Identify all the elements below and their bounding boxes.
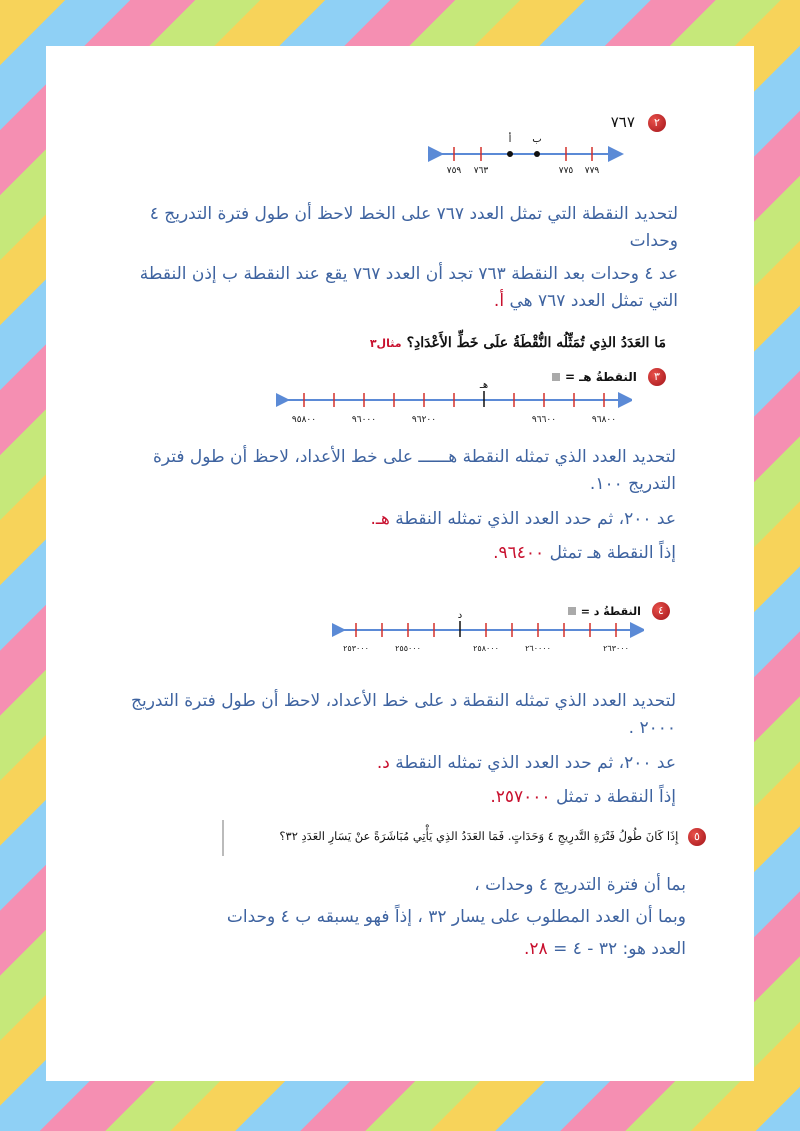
- q1-point-a: أ: [508, 134, 512, 145]
- q1-badge: ٢: [648, 114, 666, 132]
- q4-line-2: وبما أن العدد المطلوب على يسار ٣٢ ، إذاً فهو يسبقه ب ٤ وحدات: [226, 907, 686, 927]
- q1-point-b-dot: [534, 151, 540, 157]
- q4-question-row: [206, 828, 706, 846]
- example-title: مَا العَدَدُ الذِي تُمَثِّلُه النُّقْطَةُ علَى خَطِّ الأَعْدَادِ؟: [406, 335, 666, 351]
- q3-paragraph-2: [116, 750, 676, 777]
- q2-tick-label: ٩٦٢٠٠: [411, 415, 437, 425]
- q1-tick-label: ٧٦٣: [473, 166, 489, 176]
- q1-answer: أ.: [493, 291, 505, 311]
- q3-tick-label: ٢٦٠٠٠٠: [525, 644, 551, 653]
- q2-tick-label: ٩٦٠٠٠: [351, 415, 377, 425]
- q4-line-3-text: العدد هو: ٣٢ - ٤ =: [553, 939, 686, 959]
- example-heading: [106, 332, 666, 351]
- q3-label: النقطةُ د =: [580, 605, 641, 618]
- example-label: مثال٣: [369, 337, 402, 350]
- q2-tick-label: ٩٦٦٠٠: [531, 415, 557, 425]
- q1-tick-label: ٧٧٥: [558, 166, 574, 176]
- q2-paragraph-3: [116, 540, 676, 567]
- q2-answer-value: ٩٦٤٠٠.: [493, 543, 545, 563]
- q1-point-a-dot: [507, 151, 513, 157]
- q2-tick-label: ٩٥٨٠٠: [291, 415, 317, 425]
- q3-answer-point: د.: [376, 753, 390, 773]
- q3-paragraph-1: لتحديد العدد الذي تمثله النقطة د على خط الأعداد، لاحظ أن طول فترة التدريج ٢٠٠٠ .: [130, 691, 676, 738]
- q1-paragraph-2: [108, 261, 678, 315]
- q2-answer-point: هـ.: [370, 509, 390, 529]
- q3-tick-label: ٢٦٣٠٠٠: [603, 644, 629, 653]
- q1-paragraph-1: لتحديد النقطة التي تمثل العدد ٧٦٧ على الخط لاحظ أن طول فترة التدريج ٤ وحدات: [149, 204, 678, 251]
- q3-tick-label: ٢٥٥٠٠٠: [395, 644, 421, 653]
- q2-tick-label: ٩٦٨٠٠: [591, 415, 617, 425]
- q3-paragraph-2-text: عد ٢٠٠، ثم حدد العدد الذي تمثله النقطة: [395, 753, 676, 773]
- q4-badge: ٥: [688, 828, 706, 846]
- q3-paragraph-3-text: إذاً النقطة د تمثل: [555, 787, 676, 807]
- q1-number-line: [426, 130, 626, 176]
- q3-tick-label: ٢٥٨٠٠٠: [473, 644, 499, 653]
- q1-tick-label: ٧٧٩: [584, 166, 600, 176]
- q1-header: [466, 112, 666, 132]
- q2-number-line: [276, 378, 632, 426]
- q4-line-1: بما أن فترة التدريج ٤ وحدات ،: [474, 875, 686, 895]
- q3-answer-value: ٢٥٧٠٠٠.: [490, 787, 551, 807]
- q3-number-line: [332, 610, 644, 656]
- q1-paragraph-2-text: عد ٤ وحدات بعد النقطة ٧٦٣ تجد أن العدد ٧٦٧ يقع عند النقطة ب إذن النقطة التي تمثل العدد ٧٦٧ هي: [139, 264, 678, 311]
- q2-paragraph-3-text: إذاً النقطة هـ تمثل: [549, 543, 676, 563]
- q1-point-b: ب: [532, 134, 542, 145]
- q3-paragraph-3: [116, 784, 676, 811]
- q3-badge: ٤: [652, 602, 670, 620]
- q3-tick-label: ٢٥٣٠٠٠: [343, 644, 369, 653]
- q2-point: هـ: [479, 380, 489, 391]
- q2-label: النقطةُ هـ =: [564, 370, 637, 384]
- q1-number: ٧٦٧: [610, 113, 635, 131]
- q4-question: إِذَا كَانَ طُولُ فَتْرَةِ التَّدرِيجِ ٤ وَحَدَاتٍ. فَمَا العَدَدُ الذِي يَأْتِي مُبَاشَرَةً عنْ يَسَارِ العَدَدِ ٣٢؟: [279, 829, 679, 843]
- q4-answer: ٢٨.: [524, 939, 548, 959]
- q2-paragraph-1: لتحديد العدد الذي تمثله النقطة هــــــ على خط الأعداد، لاحظ أن طول فترة التدريج ١٠٠.: [152, 447, 676, 494]
- q2-paragraph-2: [116, 506, 676, 533]
- worksheet-page: [46, 46, 754, 1081]
- q4-line-3: [126, 936, 686, 963]
- q2-badge: ٣: [648, 368, 666, 386]
- q1-tick-label: ٧٥٩: [446, 166, 462, 176]
- q3-point: د: [457, 610, 463, 621]
- q2-paragraph-2-text: عد ٢٠٠، ثم حدد العدد الذي تمثله النقطة: [395, 509, 676, 529]
